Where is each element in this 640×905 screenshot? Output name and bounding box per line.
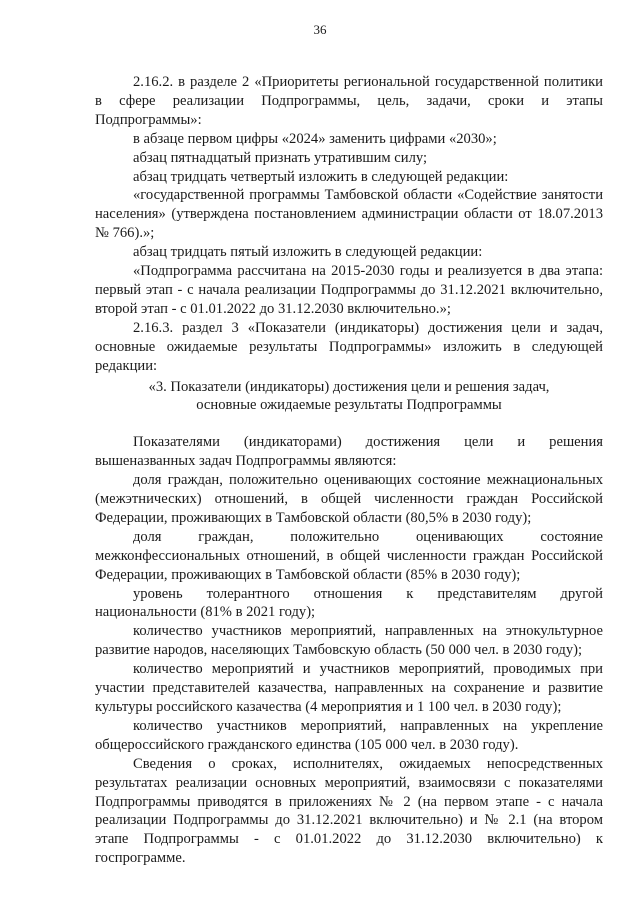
paragraph: в абзаце первом цифры «2024» заменить цифрами «2030»;: [133, 130, 497, 147]
paragraph: абзац тридцать четвертый изложить в следующей редакции:: [133, 168, 509, 185]
indicator-item: доля граждан, положительно оценивающих состояние межнациональных (межэтнических) отношений, в общей численности граждан Российской Федерации, проживающих в Тамбовской области (80,5% в 2030 году);: [95, 472, 603, 526]
paragraph: 2.16.2. в разделе 2 «Приоритеты региональной государственной политики в сфере реализации Подпрограммы, цель, задачи, сроки и этапы Подпрограммы»:: [95, 74, 603, 128]
document-body: [95, 73, 603, 868]
indicator-item: уровень толерантного отношения к представителям другой национальности (81% в 2021 году);: [95, 585, 603, 621]
section-heading-line-1: «3. Показатели (индикаторы) достижения цели и решения задач,: [148, 378, 550, 395]
paragraph: «государственной программы Тамбовской области «Содействие занятости населения» (утверждена постановлением администрации области от 18.07.2013 № 766).»;: [95, 187, 603, 242]
paragraph: абзац тридцать пятый изложить в следующей редакции:: [133, 244, 483, 261]
paragraph: 2.16.3. раздел 3 «Показатели (индикаторы) достижения цели и задач, основные ожидаемые результаты Подпрограммы» изложить в следующей редакции:: [95, 319, 603, 374]
paragraph: «Подпрограмма рассчитана на 2015-2030 годы и реализуется в два этапа: первый этап - с начала реализации Подпрограммы до 31.12.2021 включительно, второй этап - с 01.01.2022 до 31.12.2030 включительно.»;: [95, 263, 603, 317]
paragraph: Сведения о сроках, исполнителях, ожидаемых непосредственных результатах реализации основных мероприятий, взаимосвязи с показателями Подпрограммы приводятся в приложениях № 2 (на первом этапе - с начала реализации Подпрограммы до 31.12.2021 включительно) и № 2.1 (на втором этапе Подпрограммы - с 01.01.2022 до 31.12.2030 включительно) к госпрограмме.: [95, 755, 603, 867]
indicator-item: количество участников мероприятий, направленных на укрепление общероссийского гражданского единства (105 000 чел. в 2030 году).: [95, 717, 603, 753]
paragraph: Показателями (индикаторами) достижения цели и решения вышеназванных задач Подпрограммы являются:: [95, 434, 603, 470]
section-heading: [95, 378, 603, 416]
indicator-item: доля граждан, положительно оценивающих состояние межконфессиональных отношений, в общей численности граждан Российской Федерации, проживающих в Тамбовской области (85% в 2030 году);: [95, 528, 603, 583]
indicator-item: количество мероприятий и участников мероприятий, проводимых при участии представителей казачества, направленных на сохранение и развитие культуры российского казачества (4 мероприятия и 1 100 чел. в 2030 году);: [95, 661, 603, 715]
paragraph: абзац пятнадцатый признать утратившим силу;: [133, 149, 428, 166]
page-number: 36: [313, 22, 327, 37]
indicator-item: количество участников мероприятий, направленных на этнокультурное развитие народов, населяющих Тамбовскую область (50 000 чел. в 2030 году);: [95, 623, 603, 659]
section-heading-line-2: основные ожидаемые результаты Подпрограммы: [196, 397, 502, 414]
